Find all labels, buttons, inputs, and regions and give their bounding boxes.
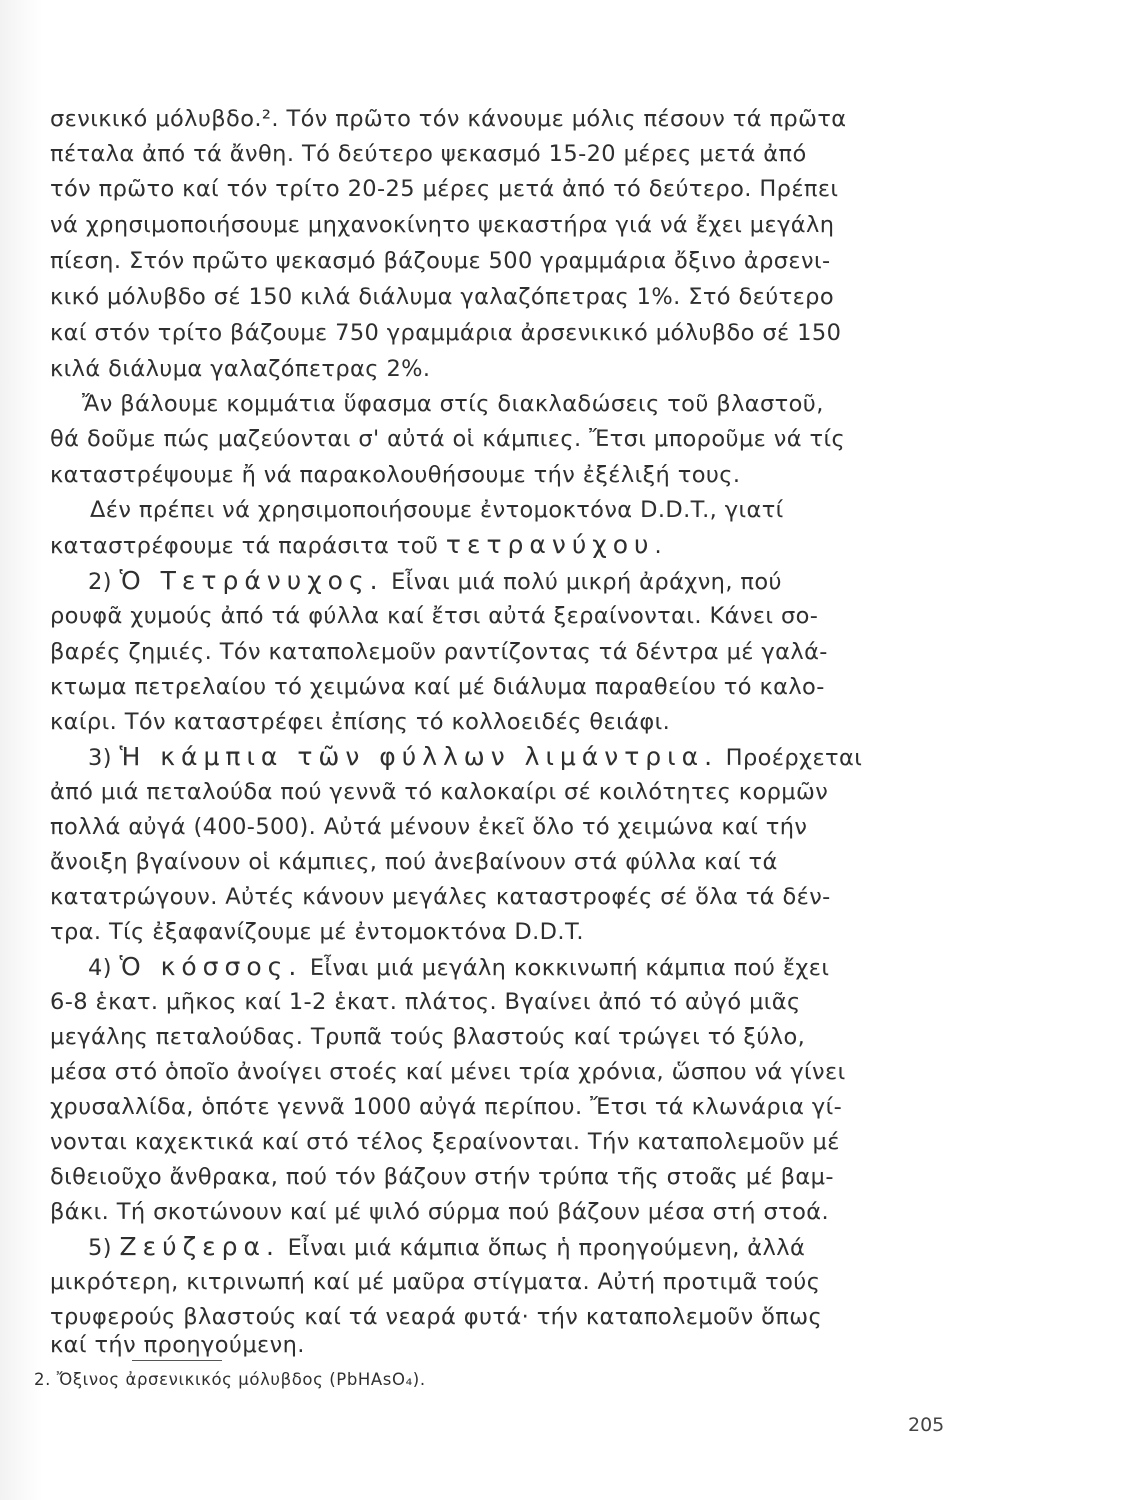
text-line: μέσα στό ὁποῖο ἀνοίγει στοές καί μένει τρία χρόνια, ὥσπου νά γίνει (50, 1059, 846, 1085)
section-number: 4) (88, 955, 112, 981)
text-line: Δέν πρέπει νά χρησιμοποιήσουμε ἐντομοκτόνα D.D.T., γιατί (90, 497, 784, 523)
text-line: καίρι. Τόν καταστρέφει ἐπίσης τό κολλοειδές θειάφι. (50, 709, 671, 735)
text-line: κικό μόλυβδο σέ 150 κιλά διάλυμα γαλαζόπετρας 1%. Στό δεύτερο (50, 284, 835, 310)
text-line: θά δοῦμε πώς μαζεύονται σ' αὐτά οἱ κάμπιες. Ἔτσι μποροῦμε νά τίς (50, 426, 846, 452)
text-span: Εἶναι μιά μεγάλη κοκκινωπή κάμπια πού ἔχει (309, 955, 830, 981)
text-line: σενικικό μόλυβδο.². Τόν πρῶτο τόν κάνουμε μόλις πέσουν τά πρῶτα (50, 106, 847, 132)
text-line: πέταλα ἀπό τά ἄνθη. Τό δεύτερο ψεκασμό 15-20 μέρες μετά ἀπό (50, 141, 807, 167)
text-line: ρουφᾶ χυμούς ἀπό τά φύλλα καί ἔτσι αὐτά ξεραίνονται. Κάνει σο- (50, 603, 819, 629)
text-line: νονται καχεκτικά καί στό τέλος ξεραίνονται. Τήν καταπολεμοῦν μέ (50, 1129, 840, 1155)
spaced-term: τετρανύχου (445, 530, 655, 559)
text-span: Εἶναι μιά πολύ μικρή ἀράχνη, πού (391, 569, 782, 595)
text-line: Ἄν βάλουμε κομμάτια ὕφασμα στίς διακλαδώσεις τοῦ βλαστοῦ, (82, 391, 824, 417)
section-title-end: . (288, 952, 303, 981)
text-line: νά χρησιμοποιήσουμε μηχανοκίνητο ψεκαστήρα γιά νά ἔχει μεγάλη (50, 212, 835, 238)
text-line: βαρές ζημιές. Τόν καταπολεμοῦν ραντίζοντας τά δέντρα μέ γαλά- (50, 639, 828, 665)
page-number: 205 (908, 1414, 945, 1436)
footnote-rule (132, 1360, 222, 1361)
page-gutter-shadow (0, 0, 42, 1500)
text-line: καταστρέψουμε ἤ νά παρακολουθήσουμε τήν ἐξέλιξή τους. (50, 462, 741, 488)
text-line: τόν πρῶτο καί τόν τρίτο 20-25 μέρες μετά ἀπό τό δεύτερο. Πρέπει (50, 176, 839, 202)
text-span: καταστρέφουμε τά παράσιτα τοῦ (50, 533, 446, 559)
text-line: τρα. Τίς ἐξαφανίζουμε μέ ἐντομοκτόνα D.D.T. (50, 919, 584, 945)
section-title: Ὁ κόσσος (119, 952, 289, 981)
text-line: μεγάλης πεταλούδας. Τρυπᾶ τούς βλαστούς καί τρώγει τό ξύλο, (50, 1024, 806, 1050)
text-line (50, 530, 662, 561)
text-line: κιλά διάλυμα γαλαζόπετρας 2%. (50, 356, 431, 382)
text-line: 6-8 ἑκατ. μῆκος καί 1-2 ἑκατ. πλάτος. Βγαίνει ἀπό τό αὐγό μιᾶς (50, 989, 801, 1015)
text-line: διθειοῦχο ἄνθρακα, πού τόν βάζουν στήν τρύπα τῆς στοᾶς μέ βαμ- (50, 1164, 834, 1190)
section-title-end: . (704, 742, 719, 771)
section-number: 5) (88, 1235, 112, 1261)
text-line: πίεση. Στόν πρῶτο ψεκασμό βάζουμε 500 γραμμάρια ὄξινο ἀρσενι- (50, 248, 831, 274)
section-title-end: . (266, 1232, 280, 1261)
text-line: χρυσαλλίδα, ὁπότε γεννᾶ 1000 αὐγά περίπου. Ἔτσι τά κλωνάρια γί- (50, 1094, 843, 1120)
section-title-end: . (369, 566, 384, 595)
text-span: Προέρχεται (725, 745, 863, 771)
section-heading-line (88, 566, 782, 597)
text-line: βάκι. Τή σκοτώνουν καί μέ ψιλό σύρμα πού βάζουν μέσα στή στοά. (50, 1199, 830, 1225)
text-line: καί στόν τρίτο βάζουμε 750 γραμμάρια ἀρσενικικό μόλυβδο σέ 150 (50, 320, 842, 346)
section-title: Ὁ Τετράνυχος (119, 566, 370, 595)
footnote: 2. Ὄξινος ἀρσενικικός μόλυβδος (PbHAsO₄). (34, 1370, 426, 1389)
section-heading-line (88, 742, 862, 773)
text-line: ἄνοιξη βγαίνουν οἱ κάμπιες, πού ἀνεβαίνουν στά φύλλα καί τά (50, 849, 778, 875)
text-line: κτωμα πετρελαίου τό χειμώνα καί μέ διάλυμα παραθείου τό καλο- (50, 674, 825, 700)
text-span: Εἶναι μιά κάμπια ὅπως ἡ προηγούμενη, ἀλλά (287, 1235, 806, 1261)
section-number: 2) (88, 569, 112, 595)
section-heading-line (88, 1232, 805, 1263)
section-title: Ἡ κάμπια τῶν φύλλων λιμάντρια (119, 742, 705, 771)
text-line: κατατρώγουν. Αὐτές κάνουν μεγάλες καταστροφές σέ ὅλα τά δέν- (50, 884, 831, 910)
section-number: 3) (88, 745, 112, 771)
text-line: ἀπό μιά πεταλούδα πού γεννᾶ τό καλοκαίρι σέ κοιλότητες κορμῶν (50, 779, 829, 805)
text-line: μικρότερη, κιτρινωπή καί μέ μαῦρα στίγματα. Αὐτή προτιμᾶ τούς (50, 1269, 821, 1295)
text-line: πολλά αὐγά (400-500). Αὐτά μένουν ἐκεῖ ὅλο τό χειμώνα καί τήν (50, 814, 808, 840)
text-line: τρυφερούς βλαστούς καί τά νεαρά φυτά· τήν καταπολεμοῦν ὅπως (50, 1304, 823, 1330)
text-span: . (654, 533, 663, 559)
section-title: Ζεύζερα (119, 1232, 267, 1261)
section-heading-line (88, 952, 829, 983)
text-line: καί τήν προηγούμενη. (50, 1332, 305, 1358)
